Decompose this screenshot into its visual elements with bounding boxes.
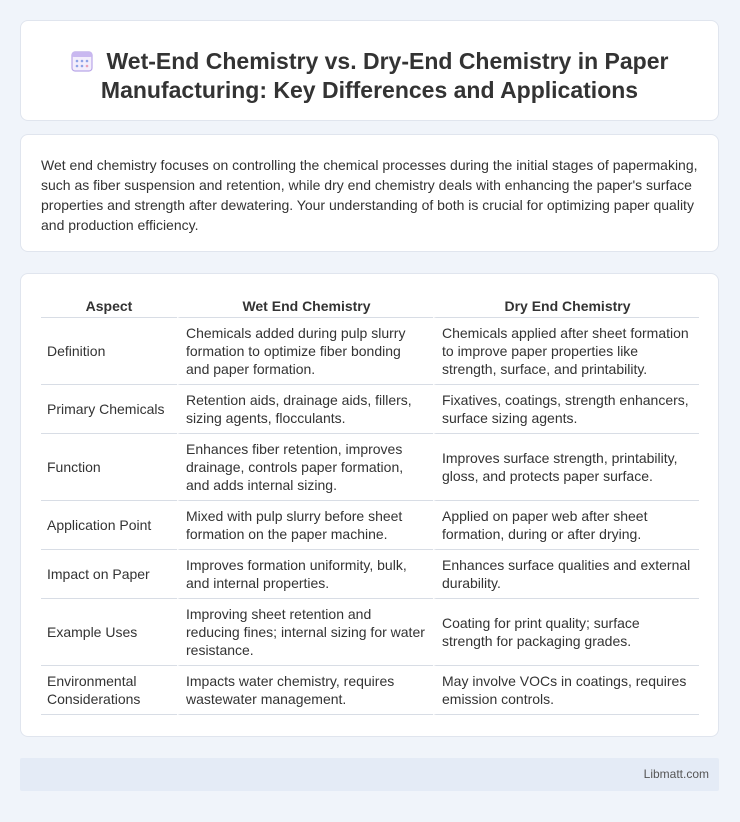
comparison-card <box>20 273 719 737</box>
table-row <box>41 599 699 666</box>
wet-end-cell: Improving sheet retention and reducing fines; internal sizing for water resistance. <box>177 599 433 666</box>
title-text-1: Wet-End Chemistry vs. Dry-End Chemistry in Paper <box>106 48 669 74</box>
header-aspect: Aspect <box>41 294 177 318</box>
wet-end-cell: Enhances fiber retention, improves drainage, controls paper formation, and adds internal sizing. <box>177 434 433 501</box>
dry-end-cell: Improves surface strength, printability, gloss, and protects paper surface. <box>433 434 699 501</box>
aspect-cell: Definition <box>41 318 177 385</box>
table-row <box>41 385 699 434</box>
aspect-cell: Primary Chemicals <box>41 385 177 434</box>
dry-end-cell: Chemicals applied after sheet formation to improve paper properties like strength, surface, and printability. <box>433 318 699 385</box>
title-line-1 <box>21 47 718 76</box>
table-row <box>41 501 699 550</box>
page-title <box>21 47 718 105</box>
table-row <box>41 318 699 385</box>
table-row <box>41 666 699 715</box>
aspect-cell: Application Point <box>41 501 177 550</box>
footer-site-link[interactable]: Libmatt.com <box>643 767 709 781</box>
intro-card <box>20 134 719 252</box>
aspect-cell: Impact on Paper <box>41 550 177 599</box>
intro-text: Wet end chemistry focuses on controlling the chemical processes during the initial stages of papermaking, such as fiber suspension and retention, while dry end chemistry deals with enhancing the paper's surface properties and strength after dewatering. Your understanding of both is crucial for optimizing paper quality and production efficiency. <box>41 157 698 233</box>
table-row <box>41 550 699 599</box>
wet-end-cell: Improves formation uniformity, bulk, and internal properties. <box>177 550 433 599</box>
header-dry-end: Dry End Chemistry <box>433 294 699 318</box>
comparison-table <box>41 294 699 715</box>
dry-end-cell: Fixatives, coatings, strength enhancers, surface sizing agents. <box>433 385 699 434</box>
aspect-cell: Function <box>41 434 177 501</box>
title-card <box>20 20 719 121</box>
aspect-cell: Environmental Considerations <box>41 666 177 715</box>
wet-end-cell: Retention aids, drainage aids, fillers, sizing agents, flocculants. <box>177 385 433 434</box>
wet-end-cell: Mixed with pulp slurry before sheet formation on the paper machine. <box>177 501 433 550</box>
table-header-row <box>41 294 699 318</box>
calendar-icon <box>71 50 93 72</box>
wet-end-cell: Chemicals added during pulp slurry formation to optimize fiber bonding and paper formation. <box>177 318 433 385</box>
table-row <box>41 434 699 501</box>
header-wet-end: Wet End Chemistry <box>177 294 433 318</box>
title-line-2: Manufacturing: Key Differences and Applications <box>100 77 639 103</box>
wet-end-cell: Impacts water chemistry, requires wastewater management. <box>177 666 433 715</box>
aspect-cell: Example Uses <box>41 599 177 666</box>
footer <box>20 758 719 791</box>
dry-end-cell: Enhances surface qualities and external durability. <box>433 550 699 599</box>
dry-end-cell: May involve VOCs in coatings, requires emission controls. <box>433 666 699 715</box>
dry-end-cell: Coating for print quality; surface strength for packaging grades. <box>433 599 699 666</box>
dry-end-cell: Applied on paper web after sheet formation, during or after drying. <box>433 501 699 550</box>
